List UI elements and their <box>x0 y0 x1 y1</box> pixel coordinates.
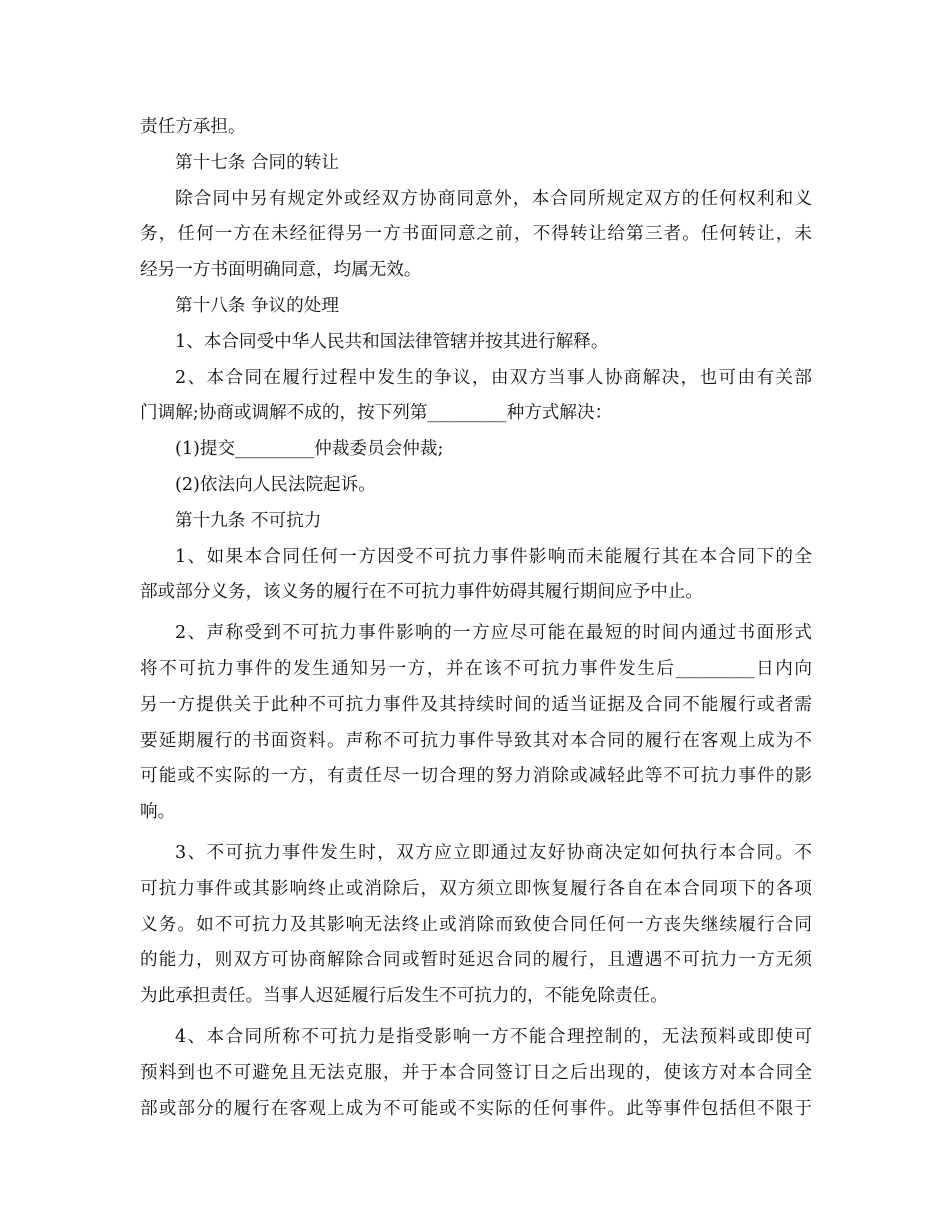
text-line: (1)提交_________仲裁委员会仲裁; <box>175 439 444 460</box>
text-line: 将不可抗力事件的发生通知另一方，并在该不可抗力事件发生后_________日内向 <box>140 658 812 679</box>
text-line: 务，任何一方在未经征得另一方书面同意之前，不得转让给第三者。任何转让，未 <box>140 224 812 245</box>
text-line: 部或部分义务，该义务的履行在不可抗力事件妨碍其履行期间应予中止。 <box>140 582 704 603</box>
text-line: 2、声称受到不可抗力事件影响的一方应尽可能在最短的时间内通过书面形式 <box>175 623 812 644</box>
text-line: 为此承担责任。当事人迟延履行后发生不可抗力的，不能免除责任。 <box>140 986 668 1007</box>
article-heading: 第十八条 争议的处理 <box>175 295 339 316</box>
article-heading: 第十七条 合同的转让 <box>175 152 339 173</box>
text-line: 1、本合同受中华人民共和国法律管辖并按其进行解释。 <box>175 331 609 352</box>
text-line: 部或部分的履行在客观上成为不可能或不实际的任何事件。此等事件包括但不限于 <box>140 1098 812 1119</box>
text-line: 4、本合同所称不可抗力是指受影响一方不能合理控制的，无法预料或即使可 <box>175 1026 812 1047</box>
text-line: 经另一方书面明确同意，均属无效。 <box>140 260 422 281</box>
text-line: 的能力，则双方可协商解除合同或暂时延迟合同的履行，且遭遇不可抗力一方无须 <box>140 950 812 971</box>
text-line: 1、如果本合同任何一方因受不可抗力事件影响而未能履行其在本合同下的全 <box>175 546 812 567</box>
text-line: 要延期履行的书面资料。声称不可抗力事件导致其对本合同的履行在客观上成为不 <box>140 730 812 751</box>
document-page <box>140 110 812 1127</box>
text-line: 义务。如不可抗力及其影响无法终止或消除而致使合同任何一方丧失继续履行合同 <box>140 914 812 935</box>
article-heading: 第十九条 不可抗力 <box>175 510 322 531</box>
text-line: 除合同中另有规定外或经双方协商同意外，本合同所规定双方的任何权利和义 <box>175 188 812 209</box>
text-line: 3、不可抗力事件发生时，双方应立即通过友好协商决定如何执行本合同。不 <box>175 842 812 863</box>
text-line: 门调解;协商或调解不成的，按下列第_________种方式解决： <box>140 403 613 424</box>
text-line: 2、本合同在履行过程中发生的争议，由双方当事人协商解决，也可由有关部 <box>175 367 812 388</box>
text-line: 可能或不实际的一方，有责任尽一切合理的努力消除或减轻此等不可抗力事件的影 <box>140 766 812 787</box>
text-line: 可抗力事件或其影响终止或消除后，双方须立即恢复履行各自在本合同项下的各项 <box>140 878 812 899</box>
text-line: 预料到也不可避免且无法克服，并于本合同签订日之后出现的，使该方对本合同全 <box>140 1062 812 1083</box>
text-line: 另一方提供关于此种不可抗力事件及其持续时间的适当证据及合同不能履行或者需 <box>140 694 812 715</box>
text-line: (2)依法向人民法院起诉。 <box>175 474 376 495</box>
text-line: 责任方承担。 <box>140 117 246 137</box>
text-line: 响。 <box>140 802 176 823</box>
